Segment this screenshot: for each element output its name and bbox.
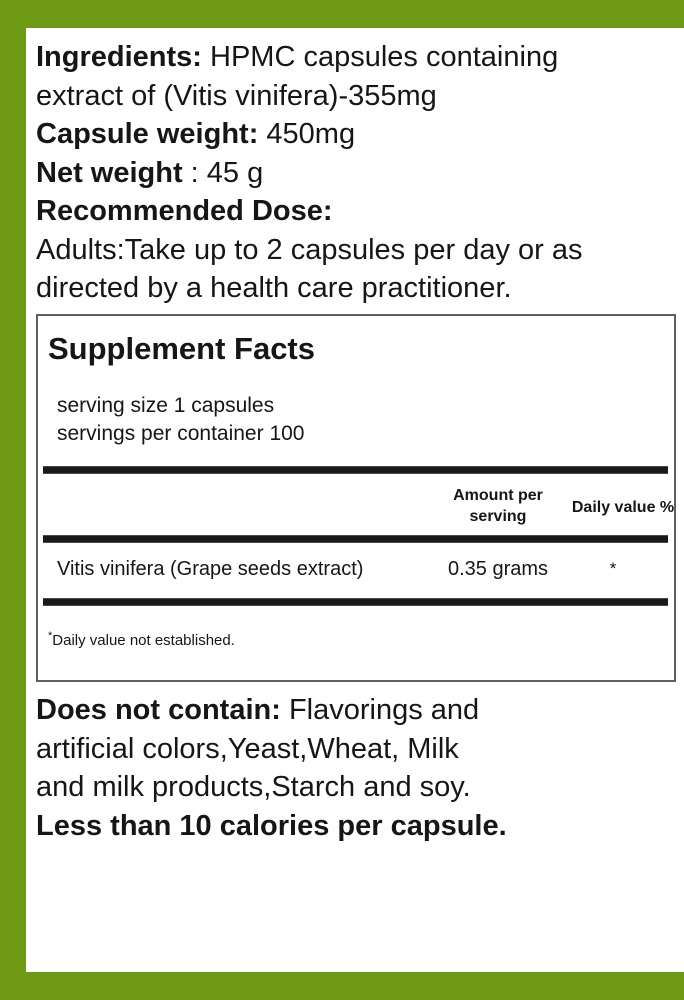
serving-info xyxy=(57,392,304,448)
calories-line xyxy=(36,807,670,846)
capsule-weight-label: Capsule weight: xyxy=(36,118,259,150)
ingredients-label: Ingredients: xyxy=(36,41,202,73)
separator-bar xyxy=(43,535,668,543)
net-weight-value: : 45 g xyxy=(182,156,264,189)
separator-bar xyxy=(43,466,668,474)
ingredient-name: Vitis vinifera (Grape seeds extract) xyxy=(57,558,364,580)
separator-bar xyxy=(43,598,668,606)
footnote-asterisk: * xyxy=(48,630,53,642)
serving-size: serving size 1 capsules xyxy=(57,394,275,417)
net-weight-line xyxy=(36,154,670,193)
does-not-contain-line xyxy=(36,768,670,807)
dose-directions-text: Adults:Take up to 2 capsules per day or as xyxy=(36,233,583,266)
ingredients-line xyxy=(36,38,670,77)
daily-value-footnote xyxy=(48,630,235,652)
ingredients-value: HPMC capsules containing xyxy=(201,41,559,73)
does-not-contain-value: Flavorings and xyxy=(280,694,480,726)
ingredients-block xyxy=(36,38,670,308)
extract-value: extract of (Vitis vinifera)-355mg xyxy=(36,79,437,112)
does-not-contain-value: and milk products,Starch and soy. xyxy=(36,771,471,803)
supplement-facts-panel xyxy=(36,314,676,682)
capsule-weight-line xyxy=(36,115,670,154)
footnote-text: Daily value not established. xyxy=(52,632,235,649)
calories-text: Less than 10 calories per capsule. xyxy=(36,809,507,842)
table-row xyxy=(38,554,674,584)
dose-directions-line xyxy=(36,231,670,270)
does-not-contain-block xyxy=(36,691,670,845)
dose-directions-text: directed by a health care practitioner. xyxy=(36,272,512,304)
does-not-contain-line xyxy=(36,730,670,769)
column-header-amount-per-serving: Amount per serving xyxy=(453,487,543,525)
recommended-dose-label: Recommended Dose: xyxy=(36,195,333,227)
column-header-daily-value: Daily value % xyxy=(571,499,675,516)
servings-per-container: servings per container 100 xyxy=(57,422,305,445)
supplement-facts-title: Supplement Facts xyxy=(48,331,315,366)
dose-directions-line xyxy=(36,269,670,308)
ingredient-daily-value: * xyxy=(609,559,617,578)
net-weight-label: Net weight xyxy=(36,156,183,189)
ingredient-amount: 0.35 grams xyxy=(447,558,549,580)
does-not-contain-value: artificial colors,Yeast,Wheat, Milk xyxy=(36,732,459,765)
capsule-weight-value: 450mg xyxy=(258,118,356,150)
recommended-dose-line xyxy=(36,192,670,231)
ingredients-line xyxy=(36,77,670,116)
does-not-contain-label: Does not contain: xyxy=(36,694,281,726)
does-not-contain-line xyxy=(36,691,670,730)
